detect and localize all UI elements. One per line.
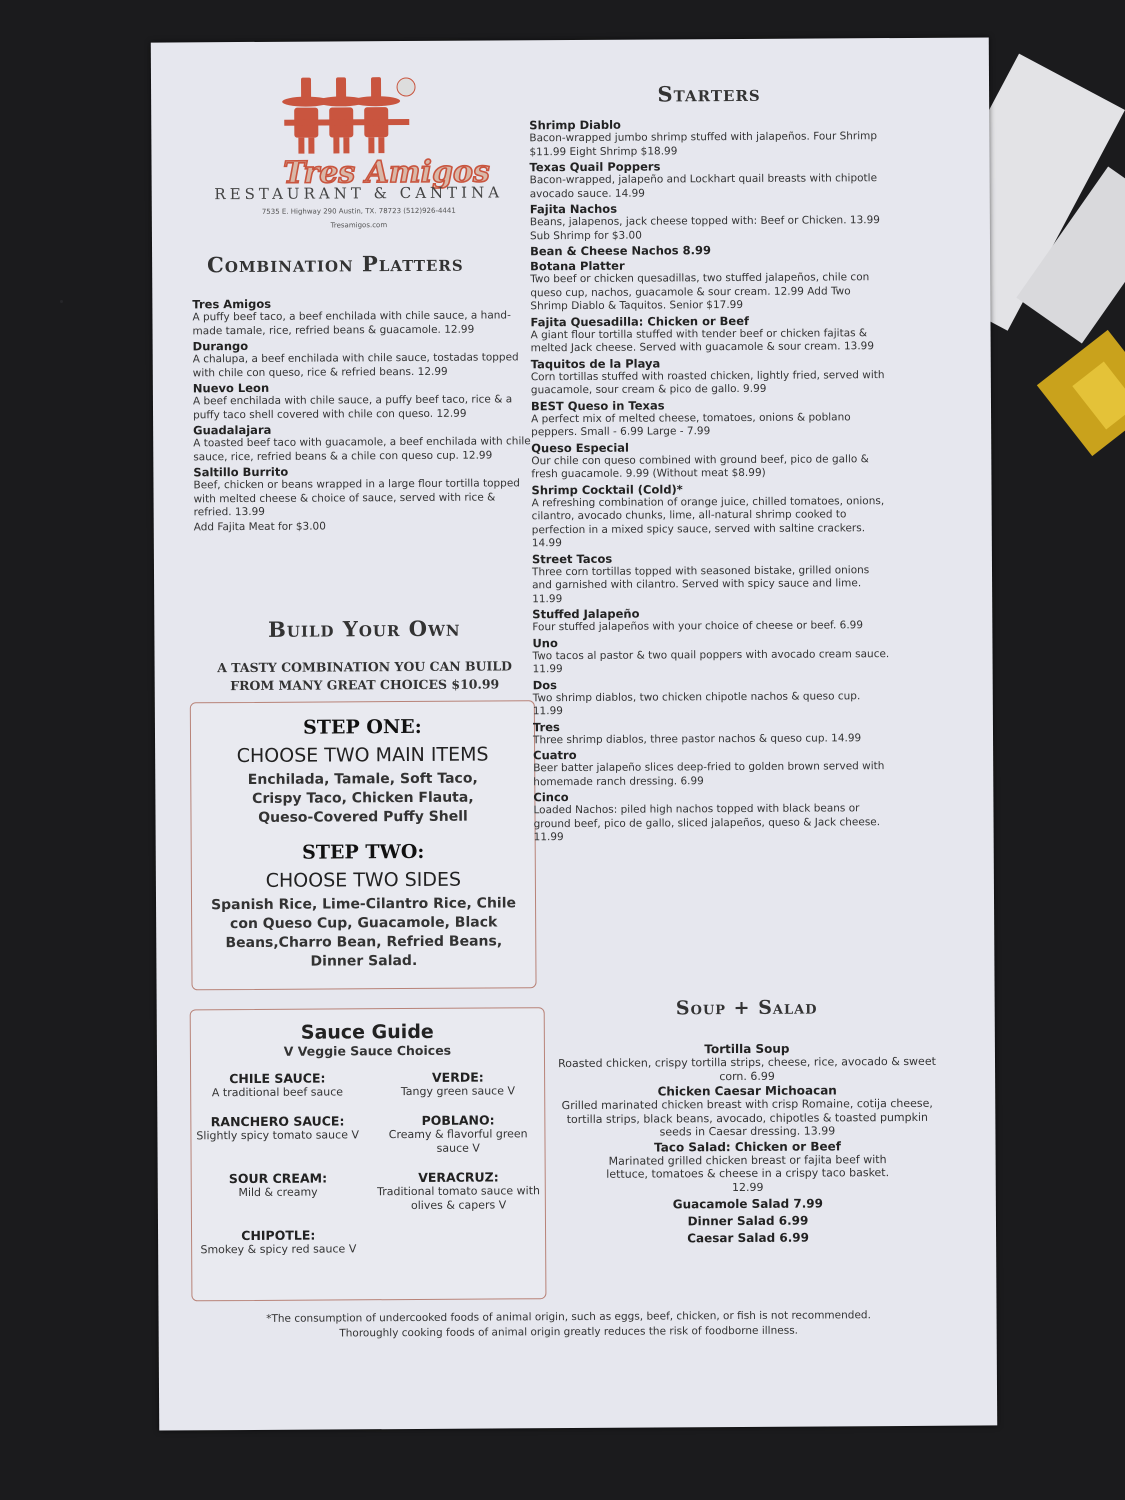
sauce-item: VERACRUZ: Traditional tomato sauce with olives & capers V [377,1169,541,1213]
list-item: BEST Queso in Texas A perfect mix of melted cheese, tomatoes, onions & poblano peppers. Small - 6.99 Large - 7.99 [530,397,851,439]
soup-salad-list [552,1041,943,1247]
sauce-guide-box [190,1007,547,1301]
item-desc: A puffy beef taco, a beef enchilada with chile sauce, a hand-made tamale, rice, refried beans & guacamole. 12.99 [192,309,511,337]
step-one-list: Enchilada, Tamale, Soft Taco, Crispy Taco, Chicken Flauta, Queso-Covered Puffy Shell [247,770,478,826]
list-item: Fajita Quesadilla: Chicken or Beef A giant flour tortilla stuffed with tender beef or chicken fajitas & melted Jack cheese. Served with guacamole & sour cream. 13.99 [530,313,875,355]
list-item: Cinco Loaded Nachos: piled high nachos topped with black beans or ground beef, pico de gallo, sliced jalapeños, queso & Jack cheese. 11.99 [533,790,881,844]
restaurant-website: Tresamigos.com [330,221,388,230]
list-item: Shrimp Cocktail (Cold)* A refreshing combination of orange juice, chilled tomatoes, onions, cilantro, avocado chunks, lime, all-natural shrimp cooked to perfection in a mixed spicy sauce, served with saltine crackers. 14.99 [531,481,885,550]
list-item [193,421,533,464]
list-item: Dos Two shrimp diablos, two chicken chipotle nachos & queso cup. 11.99 [532,677,861,718]
step-two-list: Spanish Rice, Lime-Cilantro Rice, Chile con Queso Cup, Guacamole, Black Beans,Charro Bean, Refried Beans, Dinner Salad. [211,895,517,970]
restaurant-address: 7535 E. Highway 290 Austin, TX. 78723 (512)926-4441 [261,206,456,216]
list-item: Chicken Caesar Michoacan Grilled marinated chicken breast with crisp Romaine, cotija cheese, tortilla strips, black beans, avocado, chipotles & toasted pumpkin seeds in Caesar dressing. 13.99 [561,1083,933,1139]
starters-title: Starters [657,80,761,107]
item-desc: A beef enchilada with chile sauce, a puffy beef taco, rice & a puffy taco shell covered with chile con queso. 12.99 [192,393,513,421]
build-steps-box [190,700,537,990]
list-item: Shrimp Diablo Bacon-wrapped jumbo shrimp stuffed with jalapeños. Four Shrimp $11.99 Eight Shrimp $18.99 [529,117,878,158]
step-one-heading: STEP ONE: [303,715,422,739]
list-item [193,337,533,380]
item-name: Nuevo Leon [192,380,270,396]
list-item: Queso Especial Our chile con queso combined with ground beef, pico de gallo & fresh guacamole. 9.99 (Without meat $8.99) [531,440,869,481]
health-footnote: *The consumption of undercooked foods of animal origin, such as eggs, beef, chicken, or fish is not recommended. Thoroughly cooking foods of animal origin greatly reduces the risk of foodborne illness. [266,1309,871,1340]
list-item: Taco Salad: Chicken or Beef Marinated grilled chicken breast or fajita beef with lettuce, tomatoes & cheese in a crispy taco basket. 12.99 [606,1138,890,1194]
build-title: Build Your Own [268,615,461,642]
sauce-item: CHILE SAUCE: A traditional beef sauce [211,1070,344,1100]
sauce-item: POBLANO: Creamy & flavorful green sauce V [388,1112,528,1155]
starters-list [529,116,893,846]
list-item: Cuatro Beer batter jalapeño slices deep-fried to golden brown served with homemade ranch dressing. 6.99 [533,747,885,788]
list-item: Dinner Salad 6.99 [687,1213,809,1229]
list-item: Caesar Salad 6.99 [687,1230,809,1246]
item-desc: A toasted beef taco with guacamole, a beef enchilada with chile sauce, rice, refried beans & a chile con queso cup. 12.99 [193,435,531,463]
restaurant-name: RESTAURANT & CANTINA [214,183,504,204]
menu-sheet [151,37,997,1430]
build-tagline: A TASTY COMBINATION YOU CAN BUILD FROM MANY GREAT CHOICES $10.99 [217,658,513,694]
list-item [193,463,533,520]
list-item: Botana Platter Two beef or chicken quesadillas, two stuffed jalapeños, chile con queso cup, nachos, guacamole & sour cream. 12.99 Add Two Shrimp Diablo & Taquitos. Senior $17.99 [530,258,870,313]
logo-lettering: Tres Amigos [283,154,491,190]
sauce-guide-subtitle: V Veggie Sauce Choices [283,1042,452,1059]
list-item [192,295,532,338]
step-one-subheading: CHOOSE TWO MAIN ITEMS [236,743,489,768]
sauce-item: RANCHERO SAUCE: Slightly spicy tomato sauce V [196,1113,360,1143]
list-item: Guacamole Salad 7.99 [672,1196,824,1212]
list-item: Tortilla Soup Roasted chicken, crispy tortilla strips, cheese, rice, avocado & sweet corn. 6.99 [558,1041,936,1083]
sauce-item: SOUR CREAM: Mild & creamy [228,1170,328,1200]
list-item: Tres Three shrimp diablos, three pastor nachos & queso cup. 14.99 [532,719,862,746]
combination-list [192,295,533,534]
item-name: Tres Amigos [192,296,272,312]
item-name: Durango [192,338,249,354]
list-item [193,379,533,422]
sauce-guide-title: Sauce Guide [300,1020,434,1044]
item-name: Guadalajara [193,422,272,438]
list-item: Fajita Nachos Beans, jalapenos, jack cheese topped with: Beef or Chicken. 13.99 Sub Shrimp for $3.00 [529,201,880,242]
item-name: Saltillo Burrito [193,464,289,480]
step-two-subheading: CHOOSE TWO SIDES [265,868,462,892]
sauce-item: VERDE: Tangy green sauce V [400,1069,516,1099]
combination-title: Combination Platters [207,250,464,278]
list-item: Street Tacos Three corn tortillas topped with seasoned bistake, grilled onions and garnished with cilantro. Served with spicy sauce and lime. 11.99 [531,551,870,605]
list-item: Texas Quail Poppers Bacon-wrapped, jalapeño and Lockhart quail breasts with chipotle avocado sauce. 14.99 [529,159,878,200]
list-item: Stuffed Jalapeño Four stuffed jalapeños with your choice of cheese or beef. 6.99 [532,606,864,634]
step-two-heading: STEP TWO: [301,840,425,864]
soup-salad-title: Soup + Salad [675,996,818,1020]
item-desc: Beef, chicken or beans wrapped in a large flour tortilla topped with melted cheese & choice of sauce, served with rice & refried. 13.99 [193,477,520,519]
sauce-grid [191,1069,545,1257]
combination-extra: Add Fajita Meat for $3.00 [193,520,326,533]
sauce-item: CHIPOTLE: Smokey & spicy red sauce V [200,1227,357,1257]
list-item: Taquitos de la Playa Corn tortillas stuffed with roasted chicken, lightly fried, served with guacamole, sour cream & pico de gallo. 9.99 [530,355,885,397]
item-desc: A chalupa, a beef enchilada with chile sauce, tostadas topped with chile con queso, rice & refried beans. 12.99 [192,351,519,379]
list-item: Uno Two tacos al pastor & two quail poppers with avocado cream sauce. 11.99 [532,635,890,676]
list-item: Bean & Cheese Nachos 8.99 [530,243,712,259]
